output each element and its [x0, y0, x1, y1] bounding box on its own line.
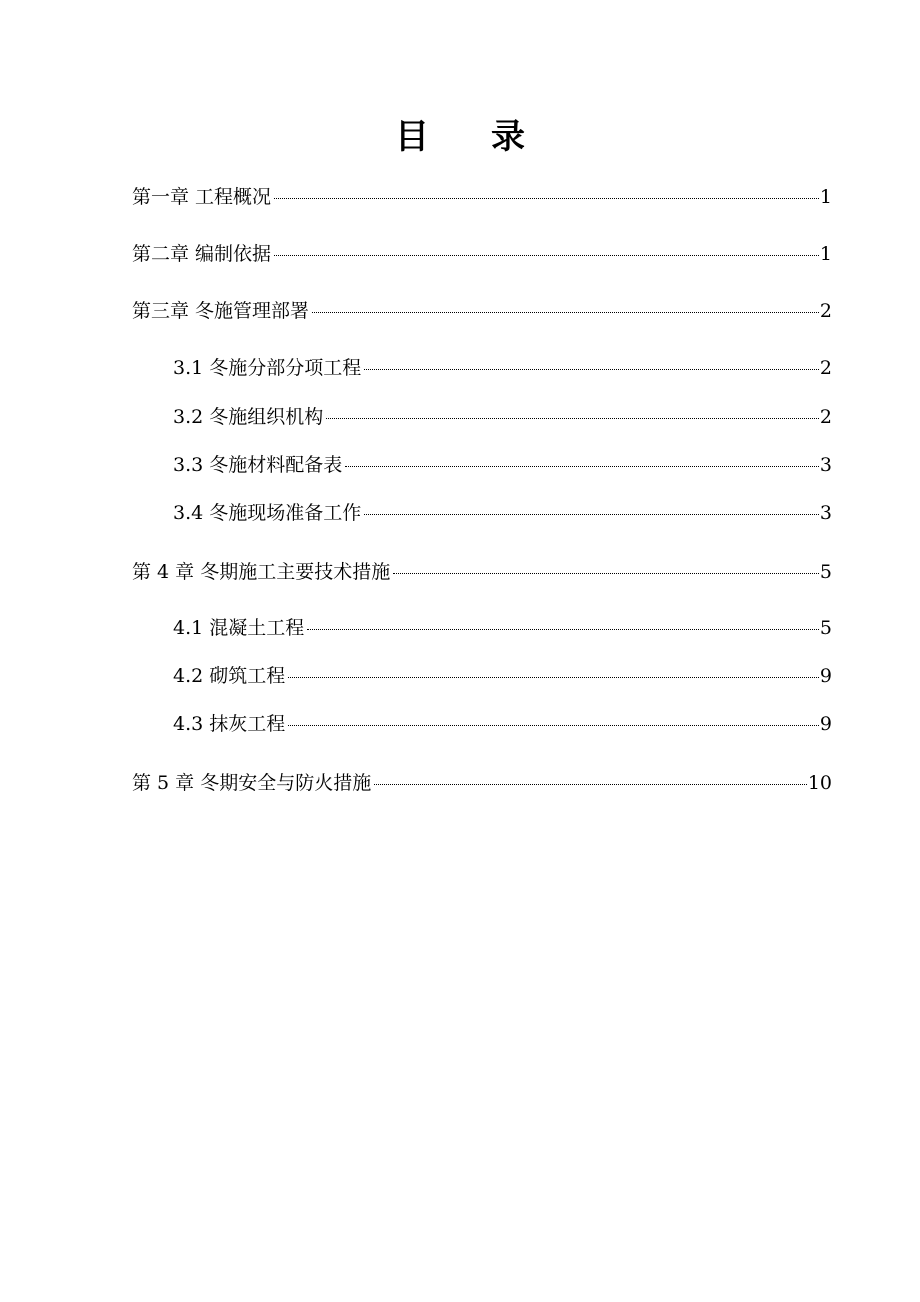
toc-page-number: 5	[819, 617, 832, 639]
toc-entry-chapter-4[interactable]	[132, 556, 832, 585]
toc-page-number: 1	[819, 186, 832, 208]
toc-entry-section-3-1[interactable]	[173, 352, 832, 381]
toc-page-number: 9	[819, 713, 832, 735]
toc-page-number: 9	[819, 665, 832, 687]
toc-entry-section-4-3[interactable]	[173, 708, 832, 737]
toc-entry-label: 3.4 冬施现场准备工作	[173, 502, 362, 524]
toc-entry-chapter-1[interactable]	[132, 181, 832, 210]
toc-entry-chapter-2[interactable]	[132, 238, 832, 267]
toc-page-number: 3	[819, 502, 832, 524]
toc-page-number: 3	[819, 454, 832, 476]
toc-entry-section-3-2[interactable]	[173, 401, 832, 430]
toc-entry-section-3-4[interactable]	[173, 497, 832, 526]
toc-entry-label: 4.3 抹灰工程	[173, 713, 286, 735]
toc-title-char-2: 录	[491, 117, 525, 157]
toc-entry-label: 第 5 章 冬期安全与防火措施	[132, 772, 372, 794]
toc-entry-label: 第二章 编制依据	[132, 243, 272, 265]
toc-dot-leader	[364, 352, 819, 374]
toc-dot-leader	[393, 556, 819, 578]
toc-page-number: 10	[807, 772, 832, 794]
toc-dot-leader	[307, 612, 819, 634]
toc-title-char-1: 目	[395, 117, 429, 157]
toc-entry-label: 3.2 冬施组织机构	[173, 406, 324, 428]
toc-dot-leader	[288, 660, 819, 682]
toc-entry-chapter-3[interactable]	[132, 295, 832, 324]
toc-entry-label: 第 4 章 冬期施工主要技术措施	[132, 561, 391, 583]
toc-entry-section-4-1[interactable]	[173, 612, 832, 641]
toc-entry-label: 第三章 冬施管理部署	[132, 300, 310, 322]
toc-entry-label: 3.1 冬施分部分项工程	[173, 357, 362, 379]
toc-dot-leader	[326, 401, 819, 423]
toc-dot-leader	[345, 449, 819, 471]
toc-dot-leader	[288, 708, 819, 730]
toc-entry-chapter-5[interactable]	[132, 767, 832, 796]
toc-dot-leader	[312, 295, 819, 317]
toc-dot-leader	[274, 181, 819, 203]
toc-page-number: 2	[819, 406, 832, 428]
toc-entry-label: 4.1 混凝土工程	[173, 617, 305, 639]
toc-page-number: 1	[819, 243, 832, 265]
toc-page-number: 2	[819, 357, 832, 379]
toc-entry-section-4-2[interactable]	[173, 660, 832, 689]
toc-entry-label: 3.3 冬施材料配备表	[173, 454, 343, 476]
toc-dot-leader	[364, 497, 819, 519]
toc-entry-section-3-3[interactable]	[173, 449, 832, 478]
toc-title	[0, 112, 920, 162]
toc-entry-label: 4.2 砌筑工程	[173, 665, 286, 687]
toc-page-number: 5	[819, 561, 832, 583]
toc-dot-leader	[374, 767, 807, 789]
toc-entry-label: 第一章 工程概况	[132, 186, 272, 208]
toc-page-number: 2	[819, 300, 832, 322]
toc-dot-leader	[274, 238, 819, 260]
